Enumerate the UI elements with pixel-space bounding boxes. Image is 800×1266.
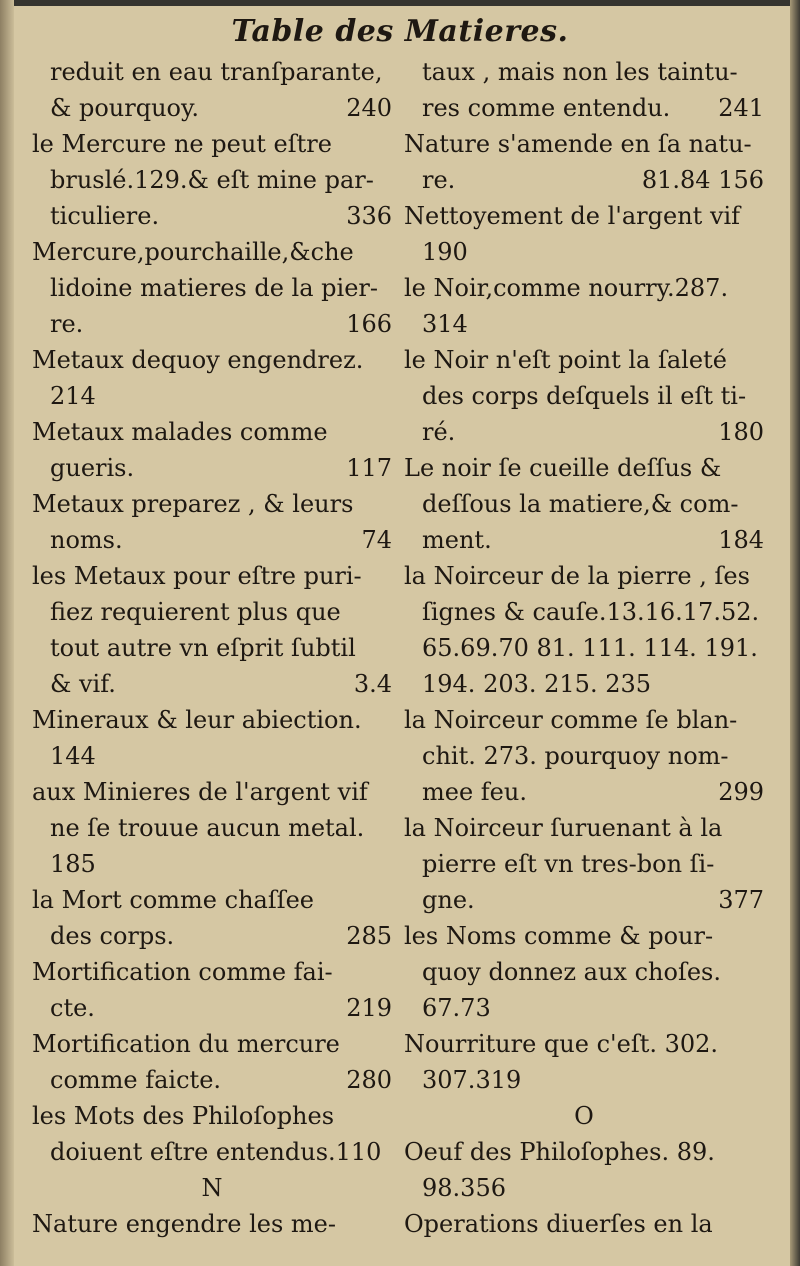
index-line xyxy=(32,738,392,774)
index-entry-text: ſignes & cauſe.13.16.17.52. xyxy=(422,598,760,626)
index-entry-text: ment. xyxy=(422,526,492,554)
page-reference: 336 xyxy=(346,202,392,230)
index-entry-text: reduit en eau tranſparante, xyxy=(50,58,383,86)
index-line xyxy=(404,1026,764,1062)
index-line xyxy=(404,1206,764,1242)
index-line xyxy=(32,126,392,162)
index-line xyxy=(404,666,764,702)
index-entry-text: les Mots des Philoſophes xyxy=(32,1102,335,1130)
index-line xyxy=(404,918,764,954)
index-entry-text: Metaux preparez , & leurs xyxy=(32,490,354,518)
index-entry-text: gueris. xyxy=(50,454,135,482)
section-letter xyxy=(404,1098,764,1134)
index-line xyxy=(404,1170,764,1206)
page-reference: 241 xyxy=(718,94,764,122)
index-entry-text: le Noir n'eſt point la ſaleté xyxy=(404,346,727,374)
page-reference: 81.84 156 xyxy=(641,166,764,194)
index-line xyxy=(404,486,764,522)
index-entry-text: Mortification comme fai- xyxy=(32,958,333,986)
index-entry-text: doiuent eſtre entendus.110 xyxy=(50,1138,382,1166)
index-entry-text: 65.69.70 81. 111. 114. 191. xyxy=(422,634,758,662)
page-top-edge xyxy=(0,0,800,6)
index-entry-text: les Metaux pour eſtre puri- xyxy=(32,562,362,590)
index-entry-text: ré. xyxy=(422,418,456,446)
index-line xyxy=(32,270,392,306)
index-line xyxy=(404,774,764,810)
index-line xyxy=(32,774,392,810)
index-line xyxy=(32,594,392,630)
index-line xyxy=(32,702,392,738)
page-gutter-shadow xyxy=(0,0,14,1266)
index-line xyxy=(404,594,764,630)
index-entry-text: lidoine matieres de la pier- xyxy=(50,274,378,302)
page-reference: 3.4 xyxy=(353,670,392,698)
index-line xyxy=(404,630,764,666)
index-entry-text: la Noirceur comme ſe blan- xyxy=(404,706,738,734)
index-line xyxy=(32,846,392,882)
index-column-right xyxy=(404,54,764,1242)
page-reference: 184 xyxy=(718,526,764,554)
index-line xyxy=(404,702,764,738)
index-line xyxy=(404,738,764,774)
index-entry-text: & vif. xyxy=(50,670,116,698)
index-line xyxy=(32,918,392,954)
index-line xyxy=(32,1206,392,1242)
index-entry-text: noms. xyxy=(50,526,123,554)
index-entry-text: Operations diuerſes en la xyxy=(404,1210,713,1238)
index-line xyxy=(32,882,392,918)
index-line xyxy=(404,378,764,414)
index-line xyxy=(32,486,392,522)
index-entry-text: 144 xyxy=(50,742,96,770)
index-entry-text: mee feu. xyxy=(422,778,527,806)
index-entry-text: 314 xyxy=(422,310,468,338)
index-entry-text: la Mort comme chaſſee xyxy=(32,886,314,914)
index-line xyxy=(32,414,392,450)
index-column-left xyxy=(32,54,392,1242)
index-entry-text: 67.73 xyxy=(422,994,491,1022)
index-entry-text: aux Minieres de l'argent vif xyxy=(32,778,368,806)
index-entry-text: 185 xyxy=(50,850,96,878)
index-entry-text: res comme entendu. xyxy=(422,94,671,122)
index-line xyxy=(404,882,764,918)
index-line xyxy=(32,522,392,558)
index-line xyxy=(404,954,764,990)
index-entry-text: re. xyxy=(422,166,456,194)
page-reference: 74 xyxy=(361,526,392,554)
index-line xyxy=(32,54,392,90)
index-entry-text: Le noir ſe cueille deſſus & xyxy=(404,454,722,482)
index-line xyxy=(404,126,764,162)
section-letter xyxy=(32,1170,392,1206)
page-reference: 180 xyxy=(718,418,764,446)
index-line xyxy=(404,1062,764,1098)
index-entry-text: Nature engendre les me- xyxy=(32,1210,336,1238)
index-entry-text: 214 xyxy=(50,382,96,410)
index-line xyxy=(404,810,764,846)
index-line xyxy=(404,846,764,882)
page-reference: 285 xyxy=(346,922,392,950)
index-entry-text: Oeuf des Philoſophes. 89. xyxy=(404,1138,715,1166)
index-entry-text: le Mercure ne peut eſtre xyxy=(32,130,332,158)
index-line xyxy=(32,450,392,486)
index-line xyxy=(32,234,392,270)
index-line xyxy=(404,54,764,90)
index-line xyxy=(32,162,392,198)
index-entry-text: les Noms comme & pour- xyxy=(404,922,714,950)
index-entry-text: ne ſe trouue aucun metal. xyxy=(50,814,365,842)
index-line xyxy=(32,666,392,702)
index-line xyxy=(404,306,764,342)
index-entry-text: 98.356 xyxy=(422,1174,506,1202)
index-line xyxy=(32,630,392,666)
index-entry-text: & pourquoy. xyxy=(50,94,200,122)
index-line xyxy=(32,1026,392,1062)
index-entry-text: Nourriture que c'eſt. 302. xyxy=(404,1030,719,1058)
index-line xyxy=(32,558,392,594)
index-entry-text: des corps deſquels il eſt ti- xyxy=(422,382,747,410)
index-entry-text: Nettoyement de l'argent vif xyxy=(404,202,741,230)
index-entry-text: 190 xyxy=(422,238,468,266)
index-entry-text: gne. xyxy=(422,886,475,914)
index-entry-text: deſſous la matiere,& com- xyxy=(422,490,739,518)
index-line xyxy=(404,234,764,270)
index-entry-text: cte. xyxy=(50,994,95,1022)
index-entry-text: ticuliere. xyxy=(50,202,160,230)
index-entry-text: tout autre vn eſprit ſubtil xyxy=(50,634,356,662)
index-entry-text: Mineraux & leur abiection. xyxy=(32,706,362,734)
running-header: Table des Matieres. xyxy=(231,14,569,49)
index-entry-text: comme faicte. xyxy=(50,1066,222,1094)
index-entry-text: taux , mais non les taintu- xyxy=(422,58,738,86)
index-entry-text: 307.319 xyxy=(422,1066,522,1094)
index-line xyxy=(32,1098,392,1134)
index-entry-text: Mercure,pourchaille,&che xyxy=(32,238,354,266)
page-reference: 377 xyxy=(718,886,764,914)
page-right-edge xyxy=(790,0,800,1266)
index-line xyxy=(404,450,764,486)
page-reference: 280 xyxy=(346,1066,392,1094)
index-line xyxy=(404,522,764,558)
index-line xyxy=(404,990,764,1026)
index-entry-text: la Noirceur de la pierre , ſes xyxy=(404,562,750,590)
index-line xyxy=(32,1134,392,1170)
index-entry-text: quoy donnez aux choſes. xyxy=(422,958,721,986)
index-line xyxy=(404,90,764,126)
index-entry-text: bruslé.129.& eſt mine par- xyxy=(50,166,374,194)
index-entry-text: pierre eſt vn tres-bon ſi- xyxy=(422,850,715,878)
page-reference: 166 xyxy=(346,310,392,338)
index-line xyxy=(32,954,392,990)
index-line xyxy=(32,90,392,126)
index-line xyxy=(32,306,392,342)
index-line xyxy=(32,342,392,378)
index-line xyxy=(404,270,764,306)
page-reference: 240 xyxy=(346,94,392,122)
index-entry-text: Mortification du mercure xyxy=(32,1030,340,1058)
index-entry-text: fiez requierent plus que xyxy=(50,598,341,626)
index-line xyxy=(404,414,764,450)
index-line xyxy=(32,810,392,846)
index-line xyxy=(32,990,392,1026)
index-entry-text: la Noirceur ſuruenant à la xyxy=(404,814,723,842)
index-line xyxy=(404,558,764,594)
index-line xyxy=(404,342,764,378)
index-line xyxy=(32,198,392,234)
index-line xyxy=(32,1062,392,1098)
index-entry-text: Nature s'amende en ſa natu- xyxy=(404,130,752,158)
index-entry-text: des corps. xyxy=(50,922,175,950)
index-line xyxy=(32,378,392,414)
index-entry-text: Metaux malades comme xyxy=(32,418,328,446)
index-entry-text: N xyxy=(201,1174,223,1202)
index-entry-text: re. xyxy=(50,310,84,338)
index-entry-text: Metaux dequoy engendrez. xyxy=(32,346,364,374)
index-entry-text: O xyxy=(574,1102,594,1130)
index-entry-text: le Noir,comme nourry.287. xyxy=(404,274,729,302)
index-entry-text: chit. 273. pourquoy nom- xyxy=(422,742,729,770)
index-line xyxy=(404,198,764,234)
page-reference: 299 xyxy=(718,778,764,806)
index-line xyxy=(404,1134,764,1170)
index-line xyxy=(404,162,764,198)
page-reference: 117 xyxy=(346,454,392,482)
page-reference: 219 xyxy=(346,994,392,1022)
index-entry-text: 194. 203. 215. 235 xyxy=(422,670,652,698)
